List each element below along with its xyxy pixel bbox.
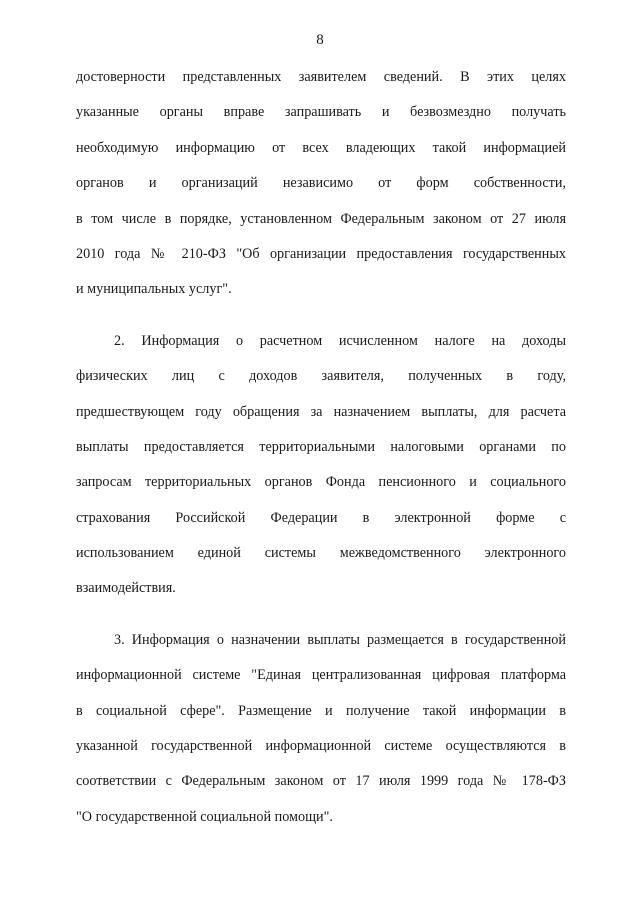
paragraph-3: [76, 629, 566, 841]
text-line: достоверности представленных заявителем сведений. В этих целях: [76, 69, 566, 85]
text-line: органов и организаций независимо от форм собственности,: [76, 175, 566, 192]
paragraph-1: [76, 66, 566, 314]
text-line: 3. Информация о назначении выплаты размещается в государственной: [114, 631, 566, 648]
paragraph-spacer: [76, 314, 566, 330]
page-number: 8: [316, 32, 324, 48]
paragraph-2: [76, 330, 566, 613]
text-line: 2. Информация о расчетном исчисленном налоге на доходы: [114, 332, 566, 349]
text-line: предшествующем году обращения за назначением выплаты, для расчета: [76, 403, 566, 420]
paragraph-spacer: [76, 613, 566, 629]
text-line: указанные органы вправе запрашивать и безвозмездно получать: [76, 104, 566, 121]
text-line: соответствии с Федеральным законом от 17 июля 1999 года № 178-ФЗ: [76, 773, 566, 790]
text-line: в том числе в порядке, установленном Федеральным законом от 27 июля: [76, 210, 566, 227]
text-line: необходимую информацию от всех владеющих такой информацией: [76, 139, 566, 156]
text-line: и муниципальных услуг".: [76, 281, 232, 298]
text-line: взаимодействия.: [76, 580, 176, 597]
text-line: информационной системе "Единая централизованная цифровая платформа: [76, 667, 566, 684]
text-line: в социальной сфере". Размещение и получение такой информации в: [76, 702, 566, 719]
document-body: [76, 66, 566, 841]
text-line: 2010 года № 210-ФЗ "Об организации предоставления государственных: [76, 245, 566, 262]
text-line: использованием единой системы межведомственного электронного: [76, 545, 566, 562]
text-line: выплаты предоставляется территориальными налоговыми органами по: [76, 438, 566, 455]
text-line: физических лиц с доходов заявителя, полученных в году,: [76, 368, 566, 385]
text-line: "О государственной социальной помощи".: [76, 808, 333, 825]
text-line: страхования Российской Федерации в электронной форме с: [76, 509, 566, 526]
text-line: запросам территориальных органов Фонда пенсионного и социального: [76, 474, 566, 491]
text-line: указанной государственной информационной системе осуществляются в: [76, 738, 566, 755]
